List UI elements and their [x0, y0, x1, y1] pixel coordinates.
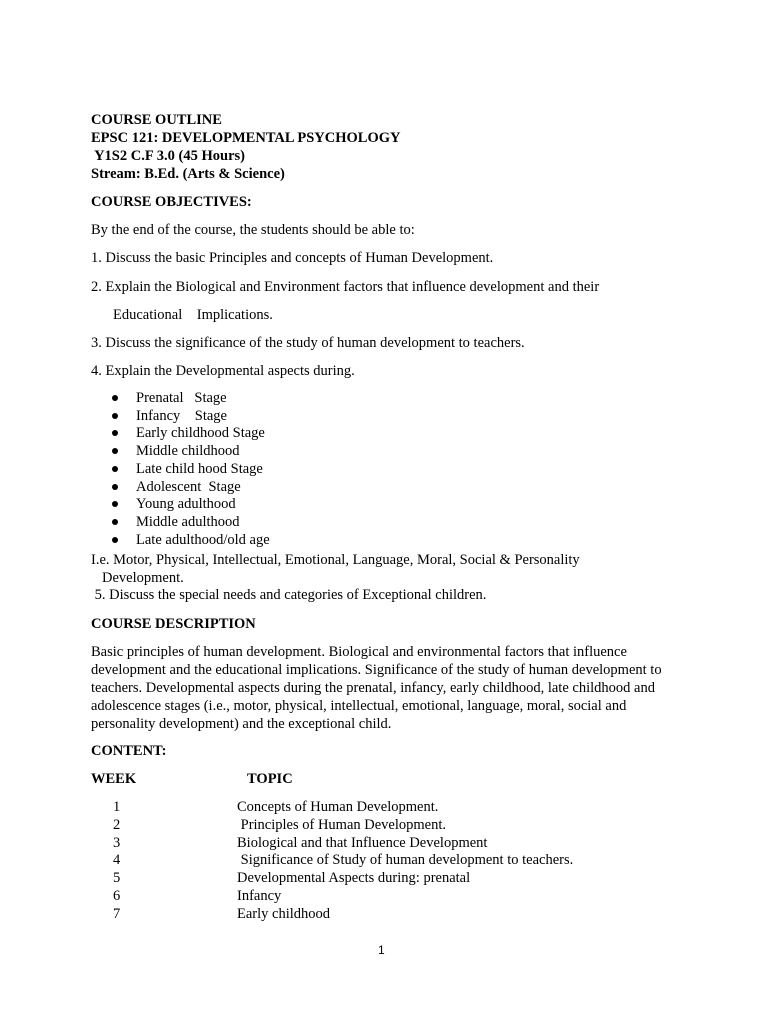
- bullet-icon: [112, 484, 118, 490]
- description-heading: COURSE DESCRIPTION: [91, 616, 256, 632]
- objective-5: 5. Discuss the special needs and categories of Exceptional children.: [91, 587, 487, 603]
- bullet-icon: [112, 395, 118, 401]
- objectives-intro: By the end of the course, the students should be able to:: [91, 222, 415, 238]
- bullet-icon: [112, 413, 118, 419]
- list-item: Young adulthood: [110, 496, 270, 514]
- week-topic: Significance of Study of human development to teachers.: [237, 852, 574, 869]
- week-topic: Concepts of Human Development.: [237, 799, 439, 815]
- list-item: Late adulthood/old age: [110, 532, 270, 550]
- week-topic: Early childhood: [237, 905, 331, 922]
- objective-4: 4. Explain the Developmental aspects during.: [91, 363, 355, 379]
- bullet-icon: [112, 519, 118, 525]
- objectives-heading: COURSE OBJECTIVES:: [91, 194, 252, 210]
- developmental-stages-list: [110, 390, 270, 549]
- bullet-icon: [112, 537, 118, 543]
- list-item: Infancy Stage: [110, 408, 270, 426]
- week-number: 7: [113, 905, 121, 922]
- week-number: 3: [113, 834, 121, 851]
- week-topic: Infancy: [237, 887, 282, 904]
- list-item: Late child hood Stage: [110, 461, 270, 479]
- week-number: 5: [113, 870, 121, 887]
- list-item: Early childhood Stage: [110, 425, 270, 443]
- list-item: Middle adulthood: [110, 514, 270, 532]
- aspects-line-1: I.e. Motor, Physical, Intellectual, Emotional, Language, Moral, Social & Personality: [91, 552, 580, 568]
- week-number: 1: [113, 799, 121, 815]
- course-outline-title: COURSE OUTLINE: [91, 112, 222, 128]
- objective-1: 1. Discuss the basic Principles and concepts of Human Development.: [91, 250, 494, 266]
- list-item: Prenatal Stage: [110, 390, 270, 408]
- bullet-icon: [112, 501, 118, 507]
- week-topic: Developmental Aspects during: prenatal: [237, 870, 471, 887]
- course-header: [91, 111, 401, 183]
- week-topic: Biological and that Influence Development: [237, 834, 488, 851]
- aspects-line-2: Development.: [102, 570, 184, 586]
- objective-2-continued: Educational Implications.: [113, 307, 273, 323]
- week-number: 6: [113, 887, 121, 904]
- objective-3: 3. Discuss the significance of the study of human development to teachers.: [91, 335, 525, 351]
- course-code-title: EPSC 121: DEVELOPMENTAL PSYCHOLOGY: [91, 130, 401, 146]
- bullet-icon: [112, 430, 118, 436]
- bullet-icon: [112, 448, 118, 454]
- week-number: 4: [113, 852, 121, 869]
- week-column-header: WEEK: [91, 771, 137, 787]
- objective-2: 2. Explain the Biological and Environment factors that influence development and their: [91, 279, 600, 295]
- list-item: Adolescent Stage: [110, 479, 270, 497]
- bullet-icon: [112, 466, 118, 472]
- week-number: 2: [113, 816, 121, 833]
- course-stream: Stream: B.Ed. (Arts & Science): [91, 166, 285, 182]
- topic-column-header: TOPIC: [247, 771, 293, 787]
- list-item: Middle childhood: [110, 443, 270, 461]
- week-topic: Principles of Human Development.: [237, 816, 446, 833]
- description-text: Basic principles of human development. Biological and environmental factors that influence development and the educational implications. Significance of the study of human development to teachers. Developmental aspects during the prenatal, infancy, early childhood, late childhood and adolescence stages (i.e., motor, physical, intellectual, emotional, language, moral, social and personality development) and the exceptional child.: [91, 644, 662, 732]
- content-heading: CONTENT:: [91, 743, 167, 759]
- page-number: 1: [378, 943, 385, 957]
- course-credit: Y1S2 C.F 3.0 (45 Hours): [91, 148, 245, 164]
